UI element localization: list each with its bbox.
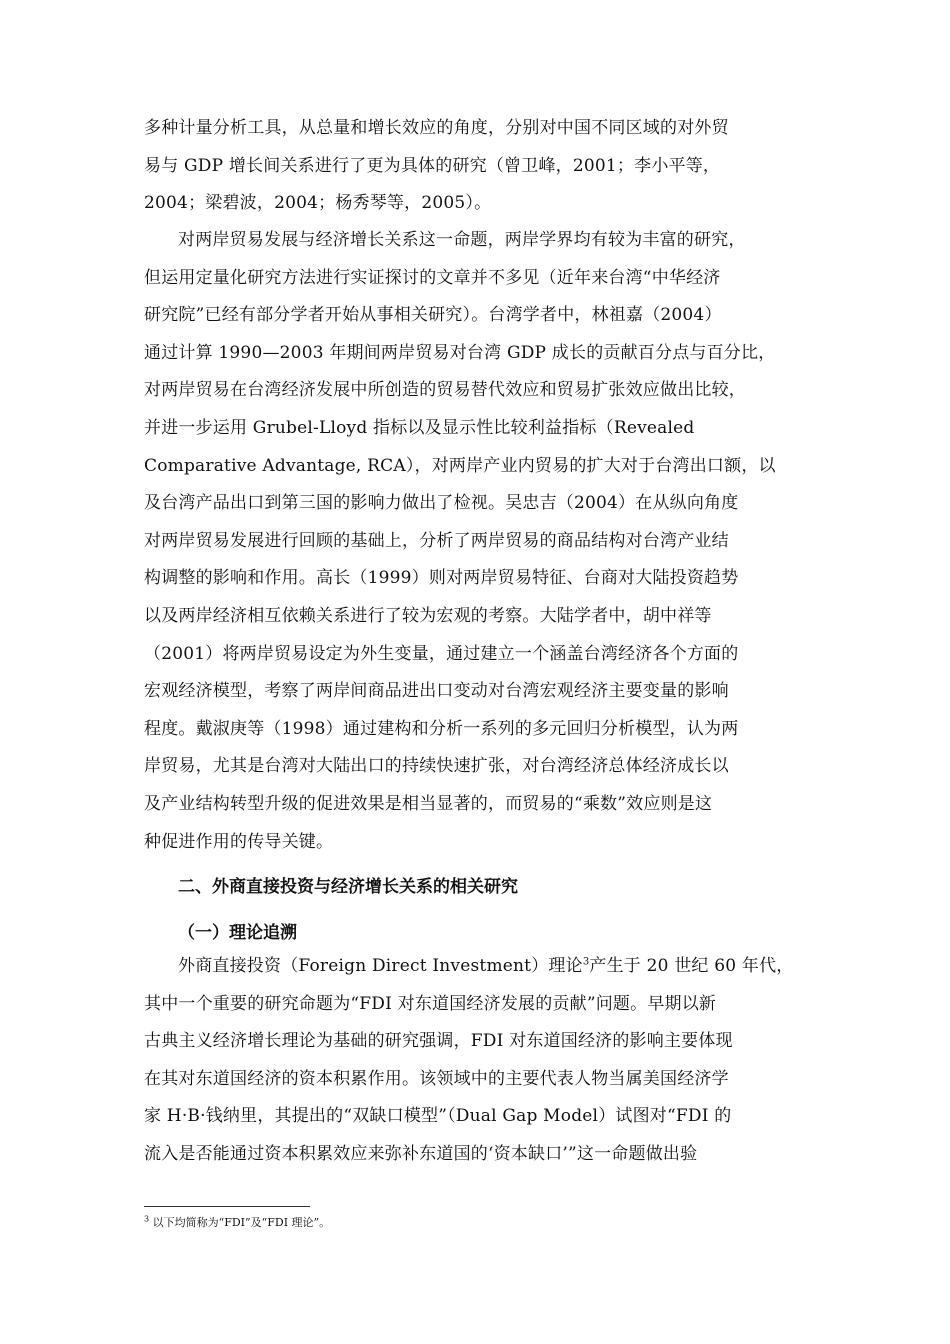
paragraph-line: 流入是否能通过资本积累效应来弥补东道国的‘资本缺口’”这一命题做出验 — [144, 1143, 698, 1164]
footnote-divider — [144, 1206, 310, 1207]
paragraph-line: 通过计算 1990—2003 年期间两岸贸易对台湾 GDP 成长的贡献百分点与百分比， — [144, 342, 776, 363]
paragraph-line: 2004；梁碧波，2004；杨秀琴等，2005）。 — [144, 193, 492, 214]
footnote-mark: 3 — [144, 1214, 150, 1224]
paragraph-line: 及产业结构转型升级的促进效果是相当显著的，而贸易的“乘数”效应则是这 — [144, 793, 713, 814]
paragraph-line: （2001）将两岸贸易设定为外生变量，通过建立一个涵盖台湾经济各个方面的 — [144, 643, 739, 664]
paragraph-line: 古典主义经济增长理论为基础的研究强调，FDI 对东道国经济的影响主要体现 — [144, 1031, 733, 1052]
paragraph-line: 宏观经济模型，考察了两岸间商品进出口变动对台湾宏观经济主要变量的影响 — [144, 681, 729, 702]
paragraph-line: Comparative Advantage, RCA），对两岸产业内贸易的扩大对于台湾出口额，以 — [144, 455, 776, 476]
paragraph-line: 并进一步运用 Grubel-Lloyd 指标以及显示性比较利益指标（Revealed — [144, 417, 695, 438]
paragraph-text: 产生于 20 世纪 60 年代， — [589, 956, 794, 976]
paragraph-line — [144, 948, 806, 986]
paragraph-line: 其中一个重要的研究命题为“FDI 对东道国经济发展的贡献”问题。早期以新 — [144, 993, 717, 1014]
paragraph-line: 种促进作用的传导关键。 — [144, 831, 334, 852]
paragraph-line: 在其对东道国经济的资本积累作用。该领域中的主要代表人物当属美国经济学 — [144, 1068, 729, 1089]
paragraph-line: 但运用定量化研究方法进行实证探讨的文章并不多见（近年来台湾“中华经济 — [144, 267, 721, 288]
paragraph-1 — [144, 110, 806, 223]
footnote-text: 以下均简称为“FDI”及“FDI 理论”。 — [152, 1216, 331, 1229]
paragraph-line: 对两岸贸易发展进行回顾的基础上，分析了两岸贸易的商品结构对台湾产业结 — [144, 530, 729, 551]
paragraph-line: 易与 GDP 增长间关系进行了更为具体的研究（曾卫峰，2001；李小平等， — [144, 155, 721, 176]
paragraph-line: 及台湾产品出口到第三国的影响力做出了检视。吴忠吉（2004）在从纵向角度 — [144, 493, 739, 514]
paragraph-line: 以及两岸经济相互依赖关系进行了较为宏观的考察。大陆学者中，胡中祥等 — [144, 605, 712, 626]
paragraph-line: 岸贸易，尤其是台湾对大陆出口的持续快速扩张，对台湾经济总体经济成长以 — [144, 756, 729, 777]
paragraph-line: 对两岸贸易发展与经济增长关系这一命题，两岸学界均有较为丰富的研究， — [178, 230, 746, 250]
paragraph-line: 构调整的影响和作用。高长（1999）则对两岸贸易特征、台商对大陆投资趋势 — [144, 568, 739, 589]
paragraph-2 — [144, 222, 806, 861]
paragraph-3 — [144, 948, 806, 1174]
paragraph-line: 多种计量分析工具，从总量和增长效应的角度，分别对中国不同区域的对外贸 — [144, 118, 729, 138]
subsection-heading: （一）理论追溯 — [178, 923, 297, 943]
paragraph-line: 研究院”已经有部分学者开始从事相关研究）。台湾学者中，林祖嘉（2004） — [144, 305, 722, 326]
paragraph-line: 对两岸贸易在台湾经济发展中所创造的贸易替代效应和贸易扩张效应做出比较， — [144, 380, 746, 401]
footnote — [144, 1214, 330, 1230]
paragraph-line: 程度。戴淑庚等（1998）通过建构和分析一系列的多元回归分析模型，认为两 — [144, 718, 739, 739]
paragraph-line: 家 H·B·钱纳里，其提出的“双缺口模型”（Dual Gap Model）试图对“FDI 的 — [144, 1106, 732, 1127]
section-heading: 二、外商直接投资与经济增长关系的相关研究 — [178, 877, 518, 897]
paragraph-text: 外商直接投资（Foreign Direct Investment）理论 — [178, 956, 583, 976]
footnote-reference[interactable]: 3 — [582, 956, 590, 968]
